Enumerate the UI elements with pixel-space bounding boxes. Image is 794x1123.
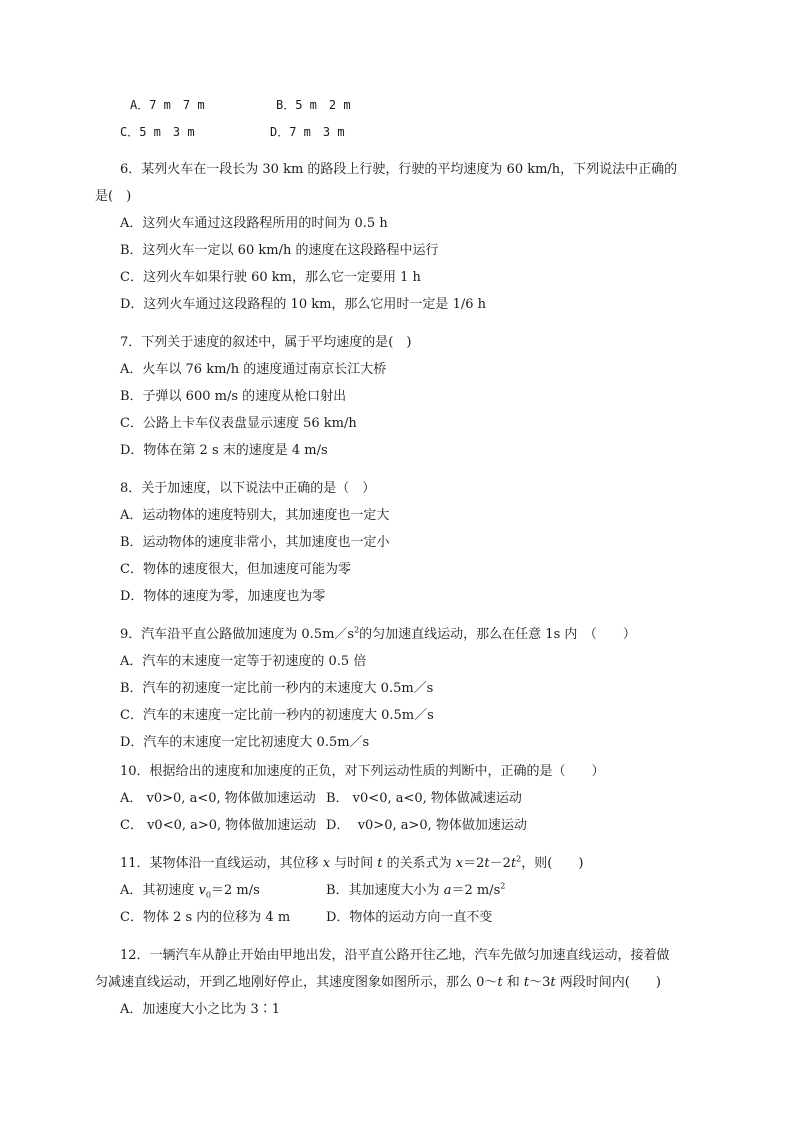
q12-option-a: A．加速度大小之比为 3∶1: [120, 1002, 281, 1017]
q9-stem-part2: 的匀加速直线运动，那么在任意 1s 内 （ ）: [359, 627, 636, 642]
q10-option-a: A． v0>0, a<0, 物体做加速运动: [120, 791, 316, 806]
q9-option-b: B．汽车的初速度一定比前一秒内的末速度大 0.5m／s: [120, 681, 434, 696]
q12-line2-part1: 匀减速直线运动，开到乙地刚好停止，其速度图象如图所示，那么 0～: [95, 975, 498, 990]
q7-option-a: A．火车以 76 km/h 的速度通过南京长江大桥: [120, 362, 387, 377]
q11-a-part2: ＝2 m/s: [210, 883, 260, 898]
q9-stem-sup: 2: [354, 625, 360, 635]
q11-option-b: [326, 881, 505, 901]
q5-option-d: D．7 m 3 m: [270, 125, 345, 139]
q12-line2-part4: 两段时间内( ): [555, 975, 661, 990]
q11-stem-part2: 与时间: [330, 856, 378, 871]
q6-option-d: D．这列火车通过这段路程的 10 km，那么它用时一定是 1/6 h: [120, 297, 486, 312]
q11-option-a: [120, 881, 260, 901]
q10-stem: 10．根据给出的速度和加速度的正负，对下列运动性质的判断中，正确的是（ ）: [120, 764, 605, 779]
q9-stem-part1: 9．汽车沿平直公路做加速度为 0.5m／s: [120, 627, 355, 642]
q8-option-d: D．物体的速度为零，加速度也为零: [120, 589, 326, 604]
q11-stem-part1: 11．某物体沿一直线运动，其位移: [120, 856, 323, 871]
q6-option-c: C．这列火车如果行驶 60 km，那么它一定要用 1 h: [120, 270, 421, 285]
q11-eq-t2: t: [510, 856, 517, 871]
q8-option-c: C．物体的速度很大，但加速度可能为零: [120, 562, 351, 577]
q8-option-b: B．运动物体的速度非常小，其加速度也一定小: [120, 535, 390, 550]
q12-stem-line2: [95, 973, 661, 993]
q12-line2-part3: ～3: [529, 975, 551, 990]
q11-a-part1: A．其初速度: [120, 883, 199, 898]
q11-option-c: C．物体 2 s 内的位移为 4 m: [120, 910, 291, 925]
q8-stem: 8．关于加速度，以下说法中正确的是（ ）: [120, 481, 376, 496]
q11-eq-t1: t: [484, 856, 490, 871]
q11-b-part2: ＝2 m/s: [451, 883, 501, 898]
q11-a-var: v: [198, 883, 206, 898]
q11-option-d: D．物体的运动方向一直不变: [326, 910, 493, 925]
q11-eq-part1: ＝2: [463, 856, 485, 871]
q11-a-sub: 0: [205, 890, 211, 900]
q11-var-t: t: [377, 856, 383, 871]
q6-option-b: B．这列火车一定以 60 km/h 的速度在这段路程中运行: [120, 243, 439, 258]
q12-var-t2: t: [523, 975, 530, 990]
q11-eq-x: x: [455, 856, 464, 871]
q7-option-b: B．子弹以 600 m/s 的速度从枪口射出: [120, 389, 347, 404]
q5-option-b: B．5 m 2 m: [276, 98, 351, 112]
q5-option-a: A．7 m 7 m: [130, 98, 205, 112]
q7-option-d: D．物体在第 2 s 末的速度是 4 m/s: [120, 443, 328, 458]
q9-option-a: A．汽车的末速度一定等于初速度的 0.5 倍: [120, 654, 367, 669]
q6-stem-line2: 是( ): [95, 189, 132, 204]
q10-option-c: C． v0<0, a>0, 物体做加速运动: [120, 818, 317, 833]
q5-option-c: C．5 m 3 m: [120, 125, 195, 139]
q6-stem-line1: 6．某列火车在一段长为 30 km 的路段上行驶，行驶的平均速度为 60 km/h，下列说法中正确的: [120, 162, 678, 177]
q8-option-a: A．运动物体的速度特别大，其加速度也一定大: [120, 508, 390, 523]
q11-eq-part2: －2: [489, 856, 511, 871]
q12-stem-line1: 12．一辆汽车从静止开始由甲地出发，沿平直公路开往乙地，汽车先做匀加速直线运动，接着做: [120, 948, 670, 963]
q12-var-t3: t: [550, 975, 556, 990]
q11-stem: [120, 854, 583, 874]
q9-option-d: D．汽车的末速度一定比初速度大 0.5m／s: [120, 735, 370, 750]
q11-b-sup: 2: [500, 881, 506, 891]
q11-var-x: x: [322, 856, 331, 871]
q10-option-d: D． v0>0, a>0, 物体做加速运动: [326, 818, 527, 833]
q11-stem-end: ，则( ): [521, 856, 584, 871]
q11-b-var: a: [443, 883, 452, 898]
q11-eq-sup: 2: [516, 854, 522, 864]
q10-option-b: B． v0<0, a<0, 物体做减速运动: [326, 791, 522, 806]
q12-line2-part2: 和: [502, 975, 524, 990]
q9-stem: [120, 625, 636, 645]
q11-b-part1: B．其加速度大小为: [326, 883, 444, 898]
q7-option-c: C．公路上卡车仪表盘显示速度 56 km/h: [120, 416, 357, 431]
q11-stem-part3: 的关系式为: [382, 856, 456, 871]
q9-option-c: C．汽车的末速度一定比前一秒内的初速度大 0.5m／s: [120, 708, 434, 723]
q6-option-a: A．这列火车通过这段路程所用的时间为 0.5 h: [120, 216, 388, 231]
q7-stem: 7．下列关于速度的叙述中，属于平均速度的是( ): [120, 335, 412, 350]
q12-var-t1: t: [497, 975, 503, 990]
